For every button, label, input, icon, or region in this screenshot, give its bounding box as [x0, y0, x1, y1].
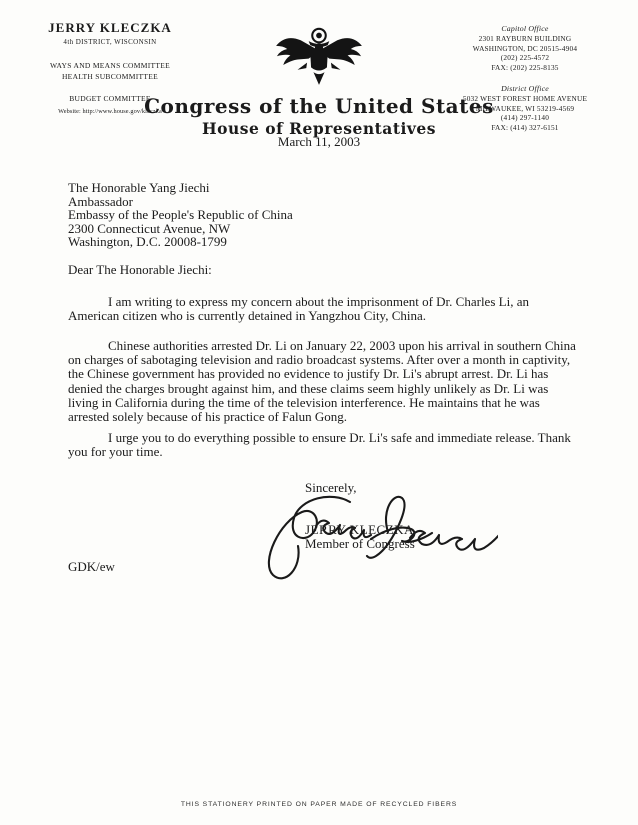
phone-line: (414) 297-1140	[500, 113, 550, 123]
recipient-line: 2300 Connecticut Avenue, NW	[68, 220, 231, 236]
recipient-address	[68, 181, 293, 249]
phone-line: (202) 225-4572	[500, 53, 550, 63]
salutation: Dear The Honorable Jiechi:	[68, 262, 212, 277]
recipient-line: Washington, D.C. 20008-1799	[68, 234, 227, 250]
address-line: MILWAUKEE, WI 53219-4569	[475, 103, 575, 113]
stationery-footer: THIS STATIONERY PRINTED ON PAPER MADE OF RECYCLED FIBERS	[180, 801, 458, 808]
capitol-office-title: Capitol Office	[501, 24, 549, 33]
congress-title: Congress of the United States	[144, 94, 494, 118]
signer-name: JERRY KLECZKA	[305, 522, 414, 537]
recipient-line: Embassy of the People's Republic of China	[68, 207, 293, 223]
body-paragraph: I urge you to do everything possible to ensure Dr. Li's safe and immediate release. Thank you for your time.	[68, 430, 571, 460]
reference-initials: GDK/ew	[68, 559, 115, 574]
address-line: 2301 RAYBURN BUILDING	[478, 33, 572, 43]
great-seal-eagle-icon	[271, 26, 367, 88]
committee-line: WAYS AND MEANS COMMITTEE	[49, 61, 171, 70]
letter-date: March 11, 2003	[277, 134, 361, 149]
body-paragraph: I am writing to express my concern about the imprisonment of Dr. Charles Li, an American citizen who is currently detained in Yangzhou City, China.	[68, 294, 529, 324]
website-line: Website: http://www.house.gov/kleczka	[58, 107, 162, 115]
fax-line: FAX: (202) 225-8135	[491, 63, 559, 73]
committee-line: HEALTH SUBCOMMITTEE	[61, 71, 159, 81]
house-title: House of Representatives	[202, 119, 436, 138]
recipient-line: Ambassador	[68, 193, 133, 209]
sender-district: 4th DISTRICT, WISCONSIN	[63, 38, 157, 46]
address-line: 5032 WEST FOREST HOME AVENUE	[462, 93, 588, 103]
body-paragraph: Chinese authorities arrested Dr. Li on January 22, 2003 upon his arrival in southern China on charges of sabotaging television and radio broadcast systems. After over a month in captivity, the Chinese government has provided no evidence to justify Dr. Li's abrupt arrest. Dr. Li has denied the charges brought against him, and these claims seem highly unlikely as Dr. Li was living in California during the time of the television interference. He maintains that he was arrested solely because of his practice of Falun Gong.	[68, 338, 576, 425]
address-line: WASHINGTON, DC 20515-4904	[472, 43, 578, 53]
signer-title: Member of Congress	[305, 536, 415, 551]
closing-sincerely: Sincerely,	[305, 480, 357, 495]
district-office-title: District Office	[501, 83, 549, 93]
recipient-line: The Honorable Yang Jiechi	[68, 180, 210, 195]
committee-line: BUDGET COMMITTEE	[69, 94, 151, 103]
fax-line: FAX: (414) 327-6151	[491, 123, 559, 133]
sender-name: JERRY KLECZKA	[48, 20, 172, 35]
letterhead-center	[0, 26, 638, 138]
